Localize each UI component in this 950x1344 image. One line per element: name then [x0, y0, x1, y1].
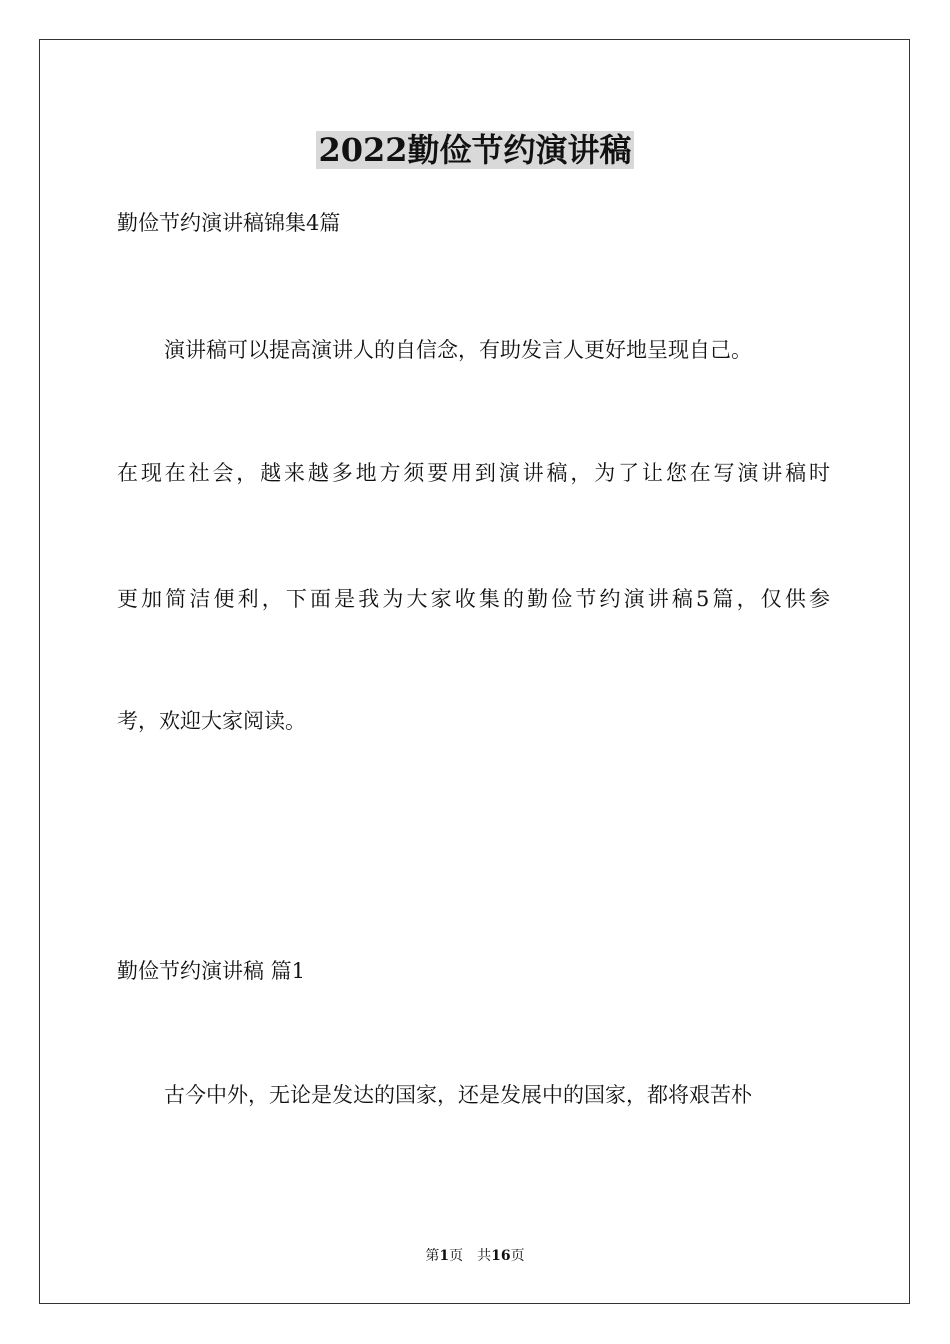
- footer-page-suffix: 页: [510, 1248, 525, 1264]
- intro-line-2: 在现在社会，越来越多地方须要用到演讲稿，为了让您在写演讲稿时: [117, 461, 830, 485]
- document-title-text: 2022勤俭节约演讲稿: [318, 131, 632, 169]
- intro-line-1: 演讲稿可以提高演讲人的自信念，有助发言人更好地呈现自己。: [164, 338, 752, 362]
- document-subtitle: 勤俭节约演讲稿锦集4篇: [117, 211, 341, 235]
- footer-page-number: 1: [439, 1248, 450, 1264]
- footer-page-prefix: 第: [425, 1248, 440, 1264]
- section-heading: 勤俭节约演讲稿 篇1: [117, 959, 306, 983]
- section-paragraph-line-1: 古今中外，无论是发达的国家，还是发展中的国家，都将艰苦朴: [164, 1083, 752, 1107]
- document-title: [0, 128, 950, 172]
- footer-page-total: 16: [491, 1248, 511, 1264]
- intro-line-3: 更加简洁便利，下面是我为大家收集的勤俭节约演讲稿5篇，仅供参: [117, 587, 830, 611]
- intro-line-4: 考，欢迎大家阅读。: [117, 709, 306, 733]
- page-footer: [0, 1246, 950, 1266]
- footer-page-mid: 页 共: [449, 1248, 492, 1264]
